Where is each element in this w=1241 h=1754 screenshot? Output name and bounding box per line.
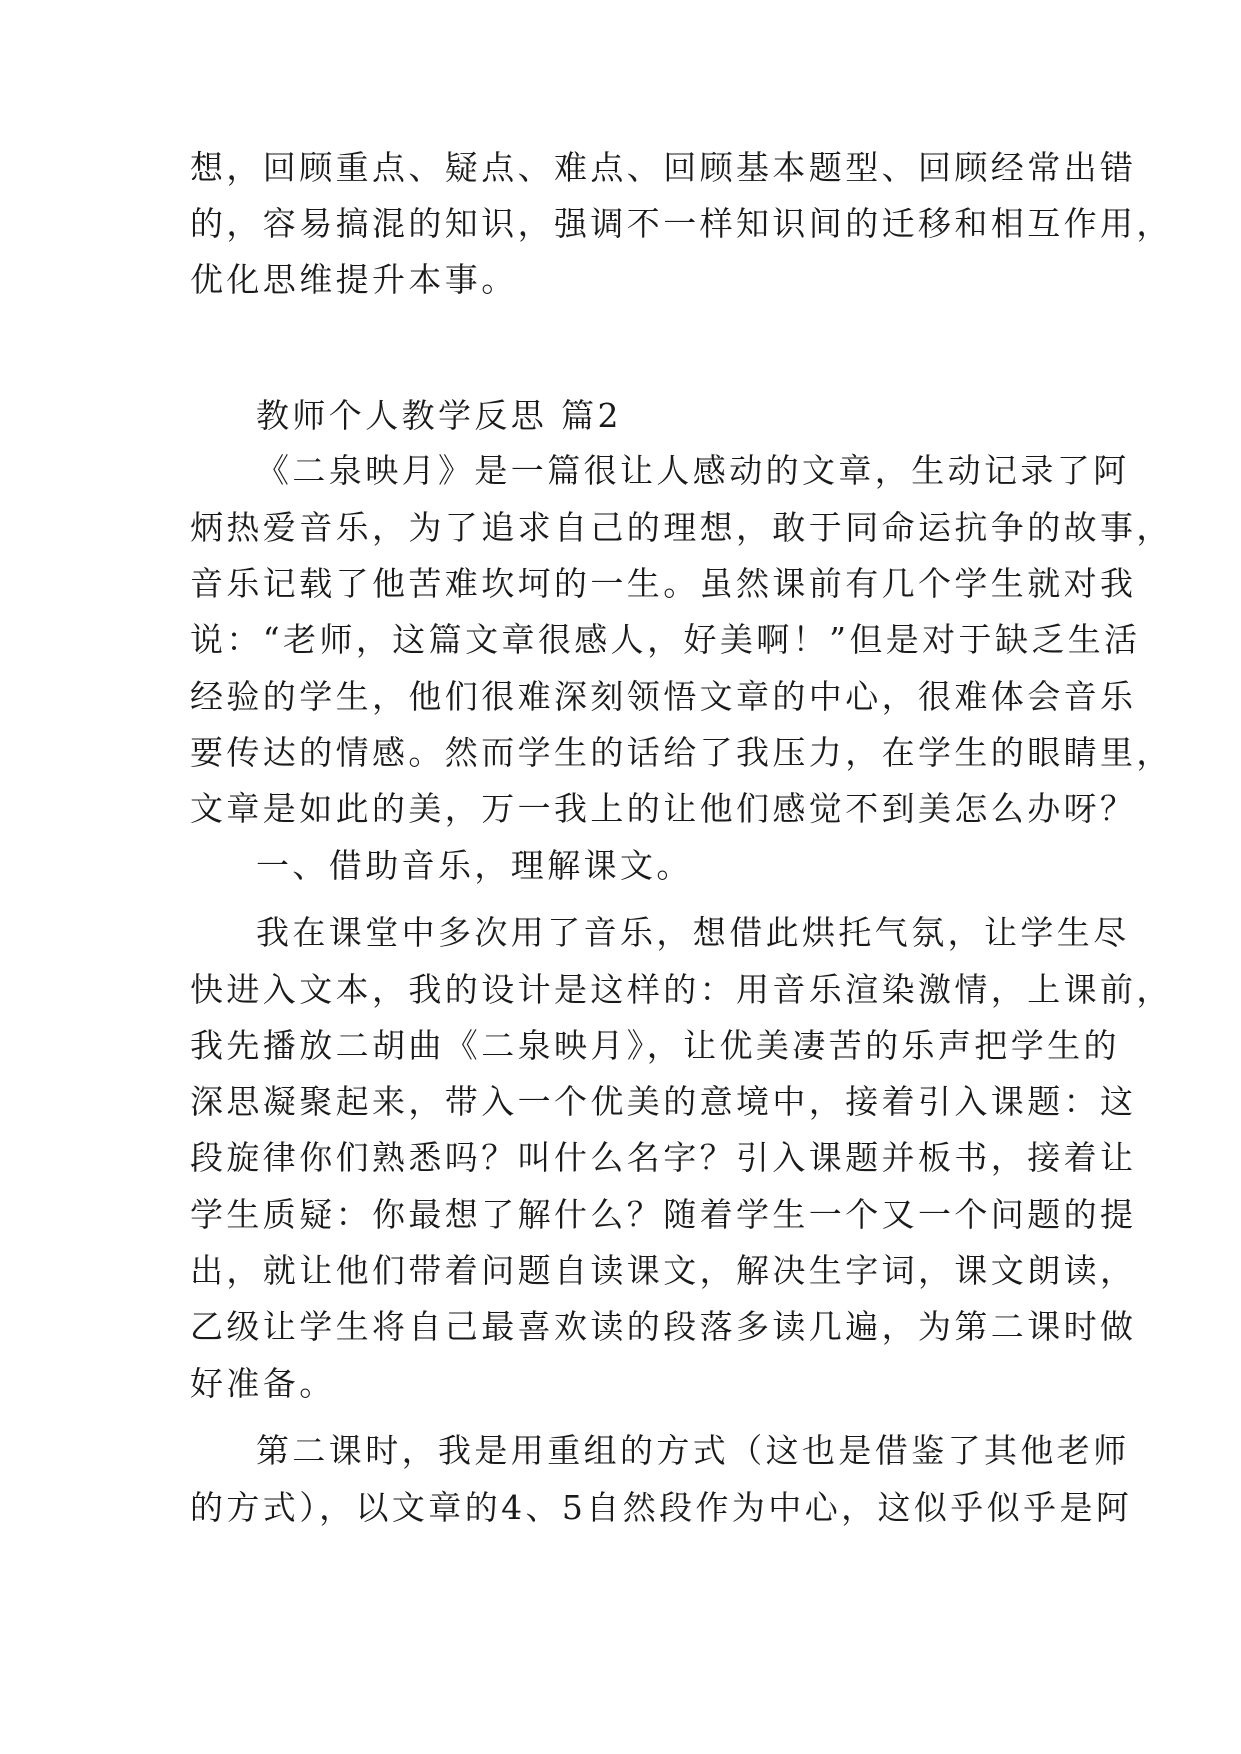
text-line: 想，回顾重点、疑点、难点、回顾基本题型、回顾经常出错 [190,148,1137,187]
text-line: 深思凝聚起来，带入一个优美的意境中，接着引入课题：这 [190,1082,1137,1121]
text-line: 优化思维提升本事。 [190,260,518,299]
text-line: 段旋律你们熟悉吗？叫什么名字？引入课题并板书，接着让 [190,1138,1137,1177]
text-line: 第二课时，我是用重组的方式（这也是借鉴了其他老师 [256,1431,1130,1470]
text-line: 学生质疑：你最想了解什么？随着学生一个又一个问题的提 [190,1195,1137,1234]
text-line: 说：“老师，这篇文章很感人，好美啊！”但是对于缺乏生活 [190,620,1141,659]
section-title: 教师个人教学反思 篇2 [256,396,622,435]
text-line: 炳热爱音乐，为了追求自己的理想，敢于同命运抗争的故事， [190,508,1173,547]
text-line: 要传达的情感。然而学生的话给了我压力，在学生的眼睛里， [190,733,1173,772]
text-line: 文章是如此的美，万一我上的让他们感觉不到美怎么办呀？ [190,789,1137,828]
text-line: 好准备。 [190,1364,336,1403]
subheading: 一、借助音乐，理解课文。 [256,846,693,885]
text-line: 《二泉映月》是一篇很让人感动的文章，生动记录了阿 [256,451,1130,490]
text-line: 的，容易搞混的知识，强调不一样知识间的迁移和相互作用， [190,204,1173,243]
text-line: 快进入文本，我的设计是这样的：用音乐渲染激情，上课前， [190,970,1173,1009]
text-line: 我先播放二胡曲《二泉映月》，让优美凄苦的乐声把学生的 [190,1026,1120,1065]
text-line: 经验的学生，他们很难深刻领悟文章的中心，很难体会音乐 [190,677,1137,716]
text-line: 我在课堂中多次用了音乐，想借此烘托气氛，让学生尽 [256,913,1130,952]
text-line: 乙级让学生将自己最喜欢读的段落多读几遍，为第二课时做 [190,1307,1137,1346]
text-line: 音乐记载了他苦难坎坷的一生。虽然课前有几个学生就对我 [190,564,1137,603]
text-line: 出，就让他们带着问题自读课文，解决生字词，课文朗读， [190,1251,1137,1290]
text-line: 的方式），以文章的4、5自然段作为中心，这似乎似乎是阿 [190,1488,1133,1527]
